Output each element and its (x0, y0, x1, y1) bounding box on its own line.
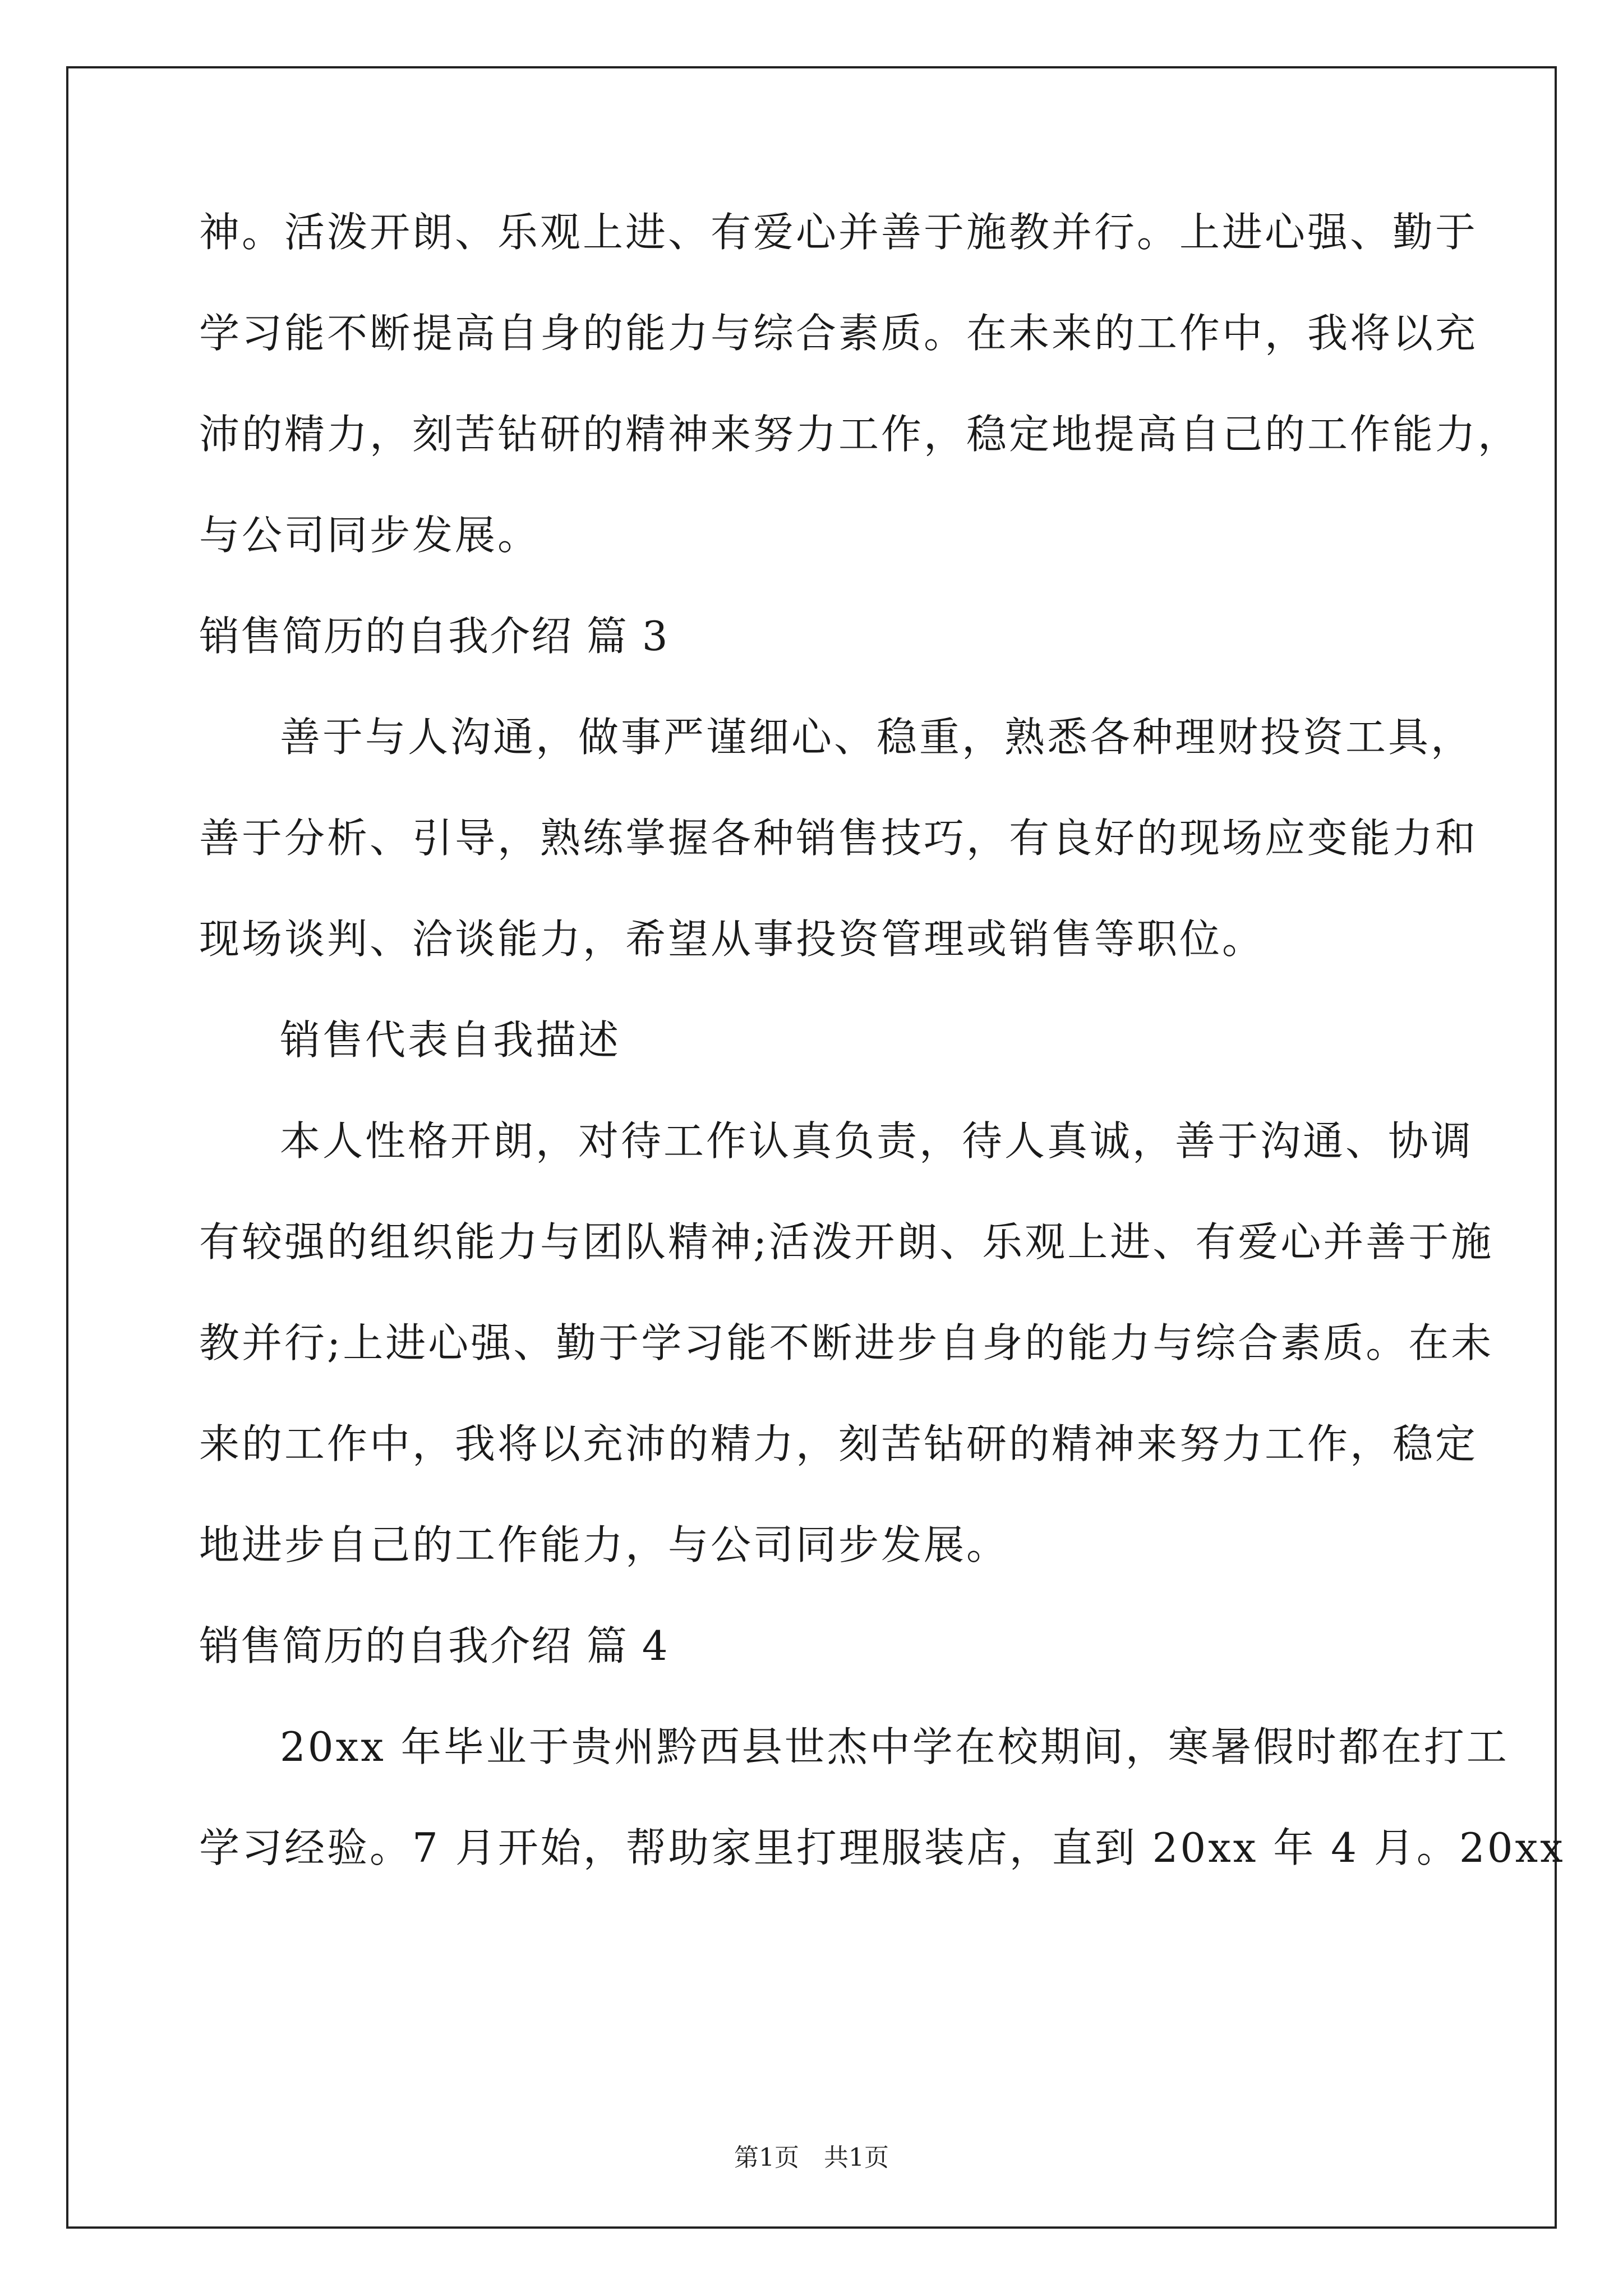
text-line: 来的工作中，我将以充沛的精力，刻苦钻研的精神来努力工作，稳定 (199, 1420, 1478, 1467)
text-line: 20xx 年毕业于贵州黔西县世杰中学在校期间，寒暑假时都在打工 (280, 1723, 1509, 1770)
text-line: 沛的精力，刻苦钻研的精神来努力工作，稳定地提高自己的工作能力， (199, 411, 1521, 458)
text-line: 地进步自己的工作能力，与公司同步发展。 (199, 1521, 1009, 1568)
text-line: 善于与人沟通，做事严谨细心、稳重，熟悉各种理财投资工具， (280, 714, 1474, 761)
section-heading-3: 销售简历的自我介绍 篇 3 (199, 613, 669, 660)
text-line: 教并行;上进心强、勤于学习能不断进步自身的能力与综合素质。在未 (199, 1319, 1494, 1366)
text-line: 现场谈判、洽谈能力，希望从事投资管理或销售等职位。 (199, 915, 1265, 963)
text-line: 有较强的组织能力与团队精神;活泼开朗、乐观上进、有爱心并善于施 (199, 1218, 1494, 1266)
text-line: 学习能不断提高自身的能力与综合素质。在未来的工作中，我将以充 (199, 310, 1478, 357)
page-footer: 第1页 共1页 (734, 2143, 889, 2172)
subheading: 销售代表自我描述 (280, 1016, 621, 1064)
text-line: 与公司同步发展。 (199, 512, 541, 559)
text-line: 学习经验。7 月开始，帮助家里打理服装店，直到 20xx 年 4 月。20xx (199, 1824, 1565, 1871)
text-line: 神。活泼开朗、乐观上进、有爱心并善于施教并行。上进心强、勤于 (199, 209, 1478, 256)
text-line: 善于分析、引导，熟练掌握各种销售技巧，有良好的现场应变能力和 (199, 815, 1478, 862)
section-heading-4: 销售简历的自我介绍 篇 4 (199, 1622, 669, 1669)
document-body (199, 209, 1565, 1871)
text-line: 本人性格开朗，对待工作认真负责，待人真诚，善于沟通、协调 (280, 1117, 1474, 1165)
